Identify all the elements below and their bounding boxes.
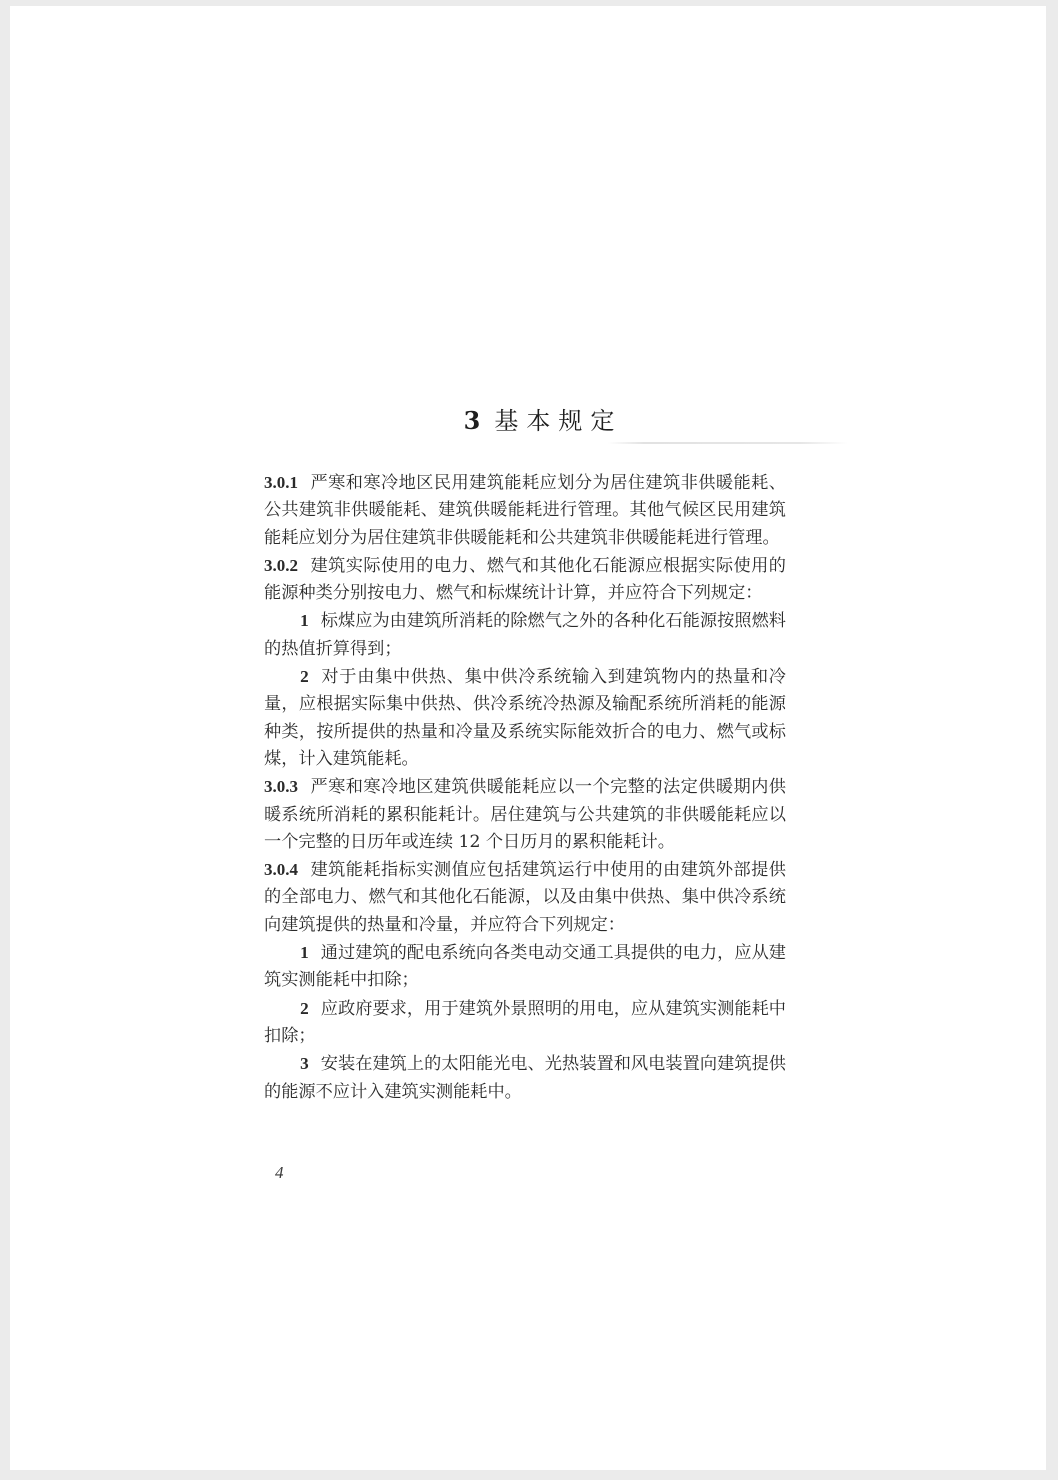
clause-text: 严寒和寒冷地区建筑供暖能耗应以一个完整的法定供暖期内供暖系统所消耗的累积能耗计。居住建筑与公共建筑的非供暖能耗应以一个完整的日历年或连续 12 个日历月的累积能耗计。	[264, 777, 786, 852]
clause-3-0-1	[264, 469, 786, 552]
clause-number: 3.0.3	[264, 777, 298, 797]
item-text: 应政府要求，用于建筑外景照明的用电，应从建筑实测能耗中扣除；	[264, 998, 786, 1046]
item-text: 对于由集中供热、集中供冷系统输入到建筑物内的热量和冷量，应根据实际集中供热、供冷系统冷热源及输配系统所消耗的能源种类，按所提供的热量和冷量及系统实际能效折合的电力、燃气或标煤，计入建筑能耗。	[264, 667, 786, 769]
chapter-title-text: 基本规定	[494, 407, 623, 435]
clause-text: 严寒和寒冷地区民用建筑能耗应划分为居住建筑非供暖能耗、公共建筑非供暖能耗、建筑供暖能耗进行管理。其他气候区民用建筑能耗应划分为居住建筑非供暖能耗和公共建筑非供暖能耗进行管理。	[264, 473, 786, 548]
page-number: 4	[275, 1163, 284, 1182]
clause-text: 建筑实际使用的电力、燃气和其他化石能源应根据实际使用的能源种类分别按电力、燃气和标煤统计计算，并应符合下列规定：	[264, 555, 786, 604]
chapter-number: 3	[463, 406, 481, 435]
chapter-title	[10, 401, 1046, 436]
clause-3-0-4-item-2	[264, 995, 786, 1051]
item-number: 1	[300, 611, 309, 631]
scan-smudge-line	[608, 442, 848, 444]
item-number: 3	[300, 1054, 309, 1074]
item-text: 通过建筑的配电系统向各类电动交通工具提供的电力，应从建筑实测能耗中扣除；	[264, 943, 786, 991]
item-text: 标煤应为由建筑所消耗的除燃气之外的各种化石能源按照燃料的热值折算得到；	[264, 611, 786, 659]
clause-3-0-2-item-2	[264, 663, 786, 773]
item-number: 1	[300, 943, 309, 963]
clause-text: 建筑能耗指标实测值应包括建筑运行中使用的由建筑外部提供的全部电力、燃气和其他化石能源，以及由集中供热、集中供冷系统向建筑提供的热量和冷量，并应符合下列规定：	[264, 860, 786, 935]
document-page	[10, 6, 1046, 1470]
clause-number: 3.0.1	[264, 473, 298, 492]
clause-3-0-4	[264, 856, 786, 939]
item-number: 2	[300, 667, 309, 687]
clause-number: 3.0.4	[264, 860, 298, 880]
clause-3-0-4-item-3	[264, 1050, 786, 1106]
item-text: 安装在建筑上的太阳能光电、光热装置和风电装置向建筑提供的能源不应计入建筑实测能耗中。	[264, 1054, 786, 1102]
clause-3-0-4-item-1	[264, 939, 786, 995]
clause-number: 3.0.2	[264, 555, 298, 575]
item-number: 2	[300, 998, 309, 1018]
clause-3-0-2-item-1	[264, 607, 786, 663]
document-body	[264, 469, 786, 1106]
clause-3-0-3	[264, 773, 786, 856]
clause-3-0-2	[264, 552, 786, 608]
